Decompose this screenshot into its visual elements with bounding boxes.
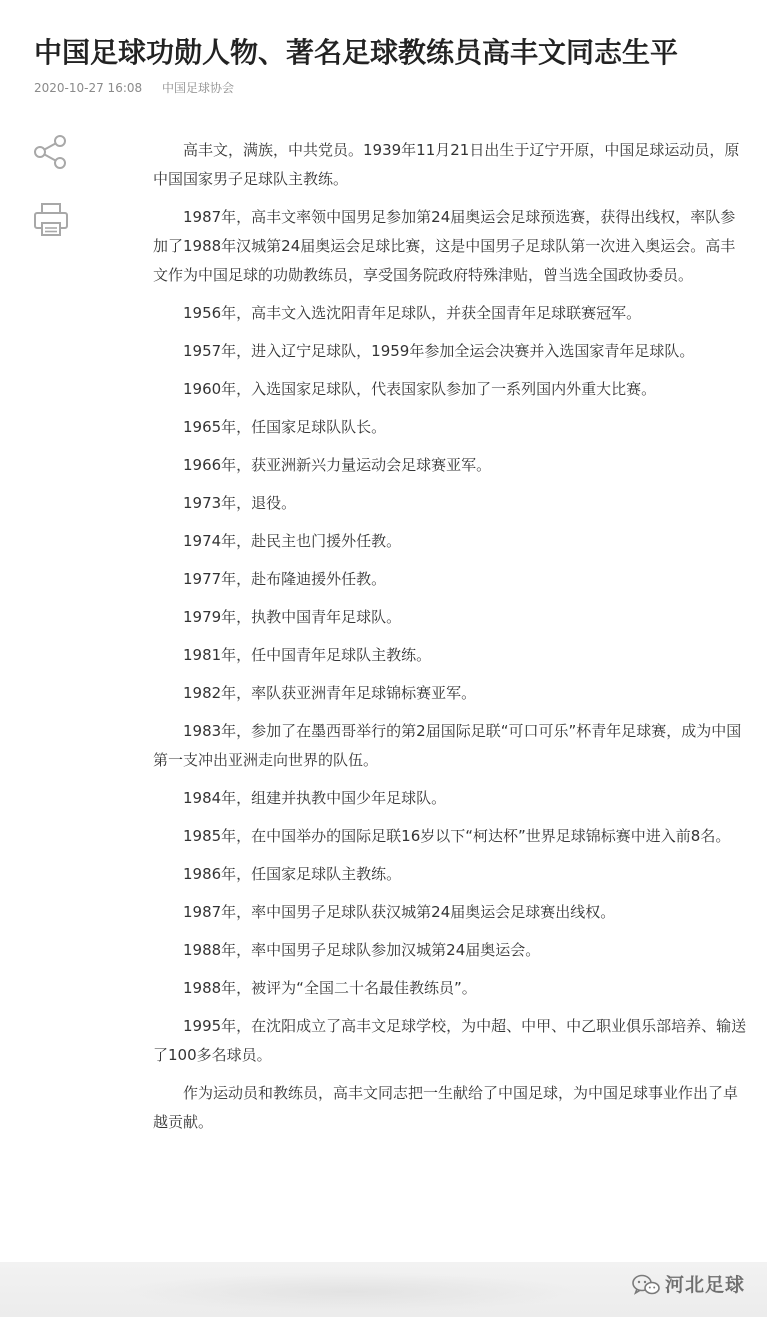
watermark: [631, 1270, 745, 1300]
article-meta: [34, 79, 234, 97]
article-paragraph: 1957年，进入辽宁足球队，1959年参加全运会决赛并入选国家青年足球队。: [183, 342, 695, 360]
wechat-icon: [631, 1273, 661, 1297]
article-title: 中国足球功勋人物、著名足球教练员高丰文同志生平: [34, 36, 679, 69]
article-paragraph: 1974年，赴民主也门援外任教。: [183, 532, 402, 550]
article-paragraph: 1956年，高丰文入选沈阳青年足球队，并获全国青年足球联赛冠军。: [183, 304, 642, 322]
article-paragraph: 1984年，组建并执教中国少年足球队。: [183, 789, 447, 807]
article-paragraph: 1987年，率中国男子足球队获汉城第24届奥运会足球赛出线权。: [183, 903, 616, 921]
article-paragraph: 1977年，赴布隆迪援外任教。: [183, 570, 387, 588]
article-paragraph: 1973年，退役。: [183, 494, 297, 512]
article-paragraph: 高丰文，满族，中共党员。1939年11月21日出生于辽宁开原，中国足球运动员，原中国国家男子足球队主教练。: [153, 141, 740, 188]
article-paragraph: 1995年，在沈阳成立了高丰文足球学校，为中超、中甲、中乙职业俱乐部培养、输送了100多名球员。: [153, 1017, 747, 1064]
article-paragraph: 1986年，任国家足球队主教练。: [183, 865, 402, 883]
footer-shade: [120, 1272, 580, 1312]
publish-date: 2020-10-27 16:08: [34, 81, 143, 95]
article-paragraph: 1988年，率中国男子足球队参加汉城第24届奥运会。: [183, 941, 541, 959]
article-paragraph: 1988年，被评为“全国二十名最佳教练员”。: [183, 979, 477, 997]
article-paragraph: 1966年，获亚洲新兴力量运动会足球赛亚军。: [183, 456, 492, 474]
print-icon[interactable]: [31, 200, 71, 240]
watermark-text: 河北足球: [664, 1274, 745, 1296]
article-paragraph: 1982年，率队获亚洲青年足球锦标赛亚军。: [183, 684, 477, 702]
article-paragraph: 1979年，执教中国青年足球队。: [183, 608, 402, 626]
article-body: [153, 136, 747, 1146]
article-paragraph: 1960年，入选国家足球队，代表国家队参加了一系列国内外重大比赛。: [183, 380, 657, 398]
article-paragraph: 作为运动员和教练员，高丰文同志把一生献给了中国足球，为中国足球事业作出了卓越贡献。: [153, 1084, 739, 1131]
article-source[interactable]: 中国足球协会: [161, 81, 234, 95]
article-paragraph: 1987年，高丰文率领中国男足参加第24届奥运会足球预选赛，获得出线权，率队参加了1988年汉城第24届奥运会足球比赛，这是中国男子足球队第一次进入奥运会。高丰文作为中国足球的功勋教练员，享受国务院政府特殊津贴，曾当选全国政协委员。: [153, 208, 736, 284]
side-toolbar: [31, 132, 71, 240]
article-paragraph: 1983年，参加了在墨西哥举行的第2届国际足联“可口可乐”杯青年足球赛，成为中国第一支冲出亚洲走向世界的队伍。: [153, 722, 742, 769]
article-paragraph: 1985年，在中国举办的国际足联16岁以下“柯达杯”世界足球锦标赛中进入前8名。: [183, 827, 731, 845]
share-icon[interactable]: [31, 132, 71, 172]
article-paragraph: 1981年，任中国青年足球队主教练。: [183, 646, 432, 664]
article-paragraph: 1965年，任国家足球队队长。: [183, 418, 387, 436]
